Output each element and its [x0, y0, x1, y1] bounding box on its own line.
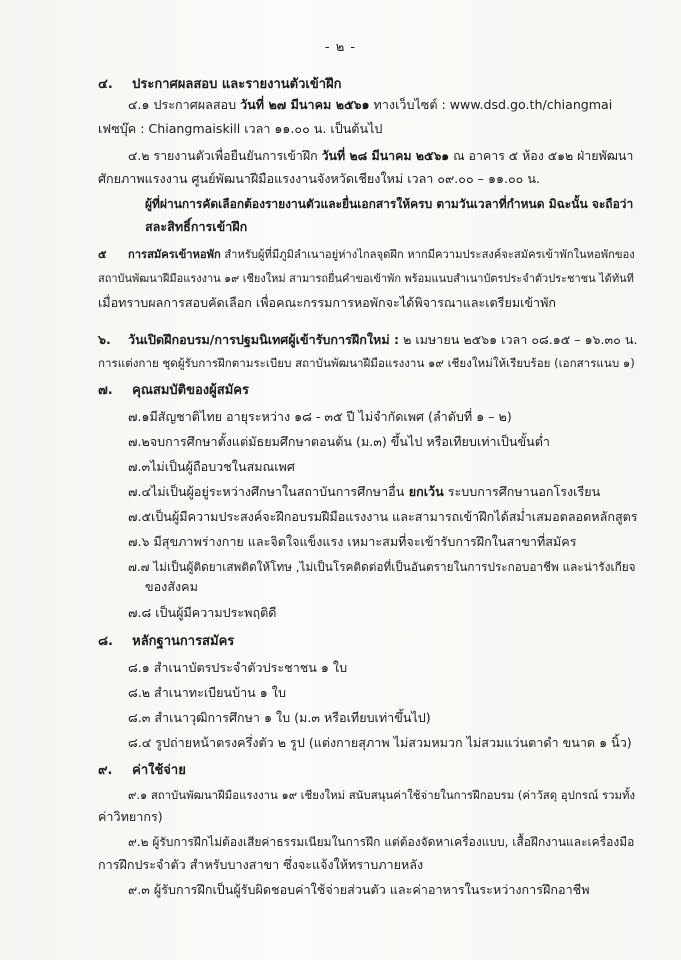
- section-7-item-8: ๗.๘ เป็นผู้มีความประพฤติดี: [128, 605, 277, 620]
- section-4-note-line2: สละสิทธิ์การเข้าฝึก: [145, 219, 248, 234]
- section-4-number: ๔.: [98, 77, 113, 92]
- section-6-line1: [98, 331, 637, 349]
- section-8-item-4: ๘.๔ รูปถ่ายหน้าตรงครึ่งตัว ๒ รูป (แต่งกายสุภาพ ไม่สวมหมวก ไม่สวมแว่นตาดำ ขนาด ๑ นิ้ว): [128, 735, 632, 750]
- section-6-line2: การแต่งกาย ชุดผู้รับการฝึกตามระเบียบ สถาบันพัฒนาฝีมือแรงงาน ๑๙ เชียงใหม่ให้เรียบร้อย (เอกสารแนบ ๑): [98, 356, 635, 370]
- section-4-heading: [98, 76, 342, 94]
- section-5-number: ๕: [98, 248, 107, 261]
- section-9-1-line1: ๙.๑ สถาบันพัฒนาฝีมือแรงงาน ๑๙ เชียงใหม่ สนับสนุนค่าใช้จ่ายในการฝึกอบรม (ค่าวัสดุ อุปกรณ์ รวมทั้ง: [128, 788, 636, 802]
- section-8-number: ๘.: [98, 634, 113, 649]
- section-7-title: คุณสมบัติของผู้สมัคร: [132, 383, 249, 398]
- section-7-item-5: ๗.๕เป็นผู้มีความประสงค์จะฝึกอบรมฝีมือแรงงาน และสามารถเข้าฝึกได้สม่ำเสมอตลอดหลักสูตร: [128, 509, 638, 524]
- section-8-title: หลักฐานการสมัคร: [132, 634, 235, 649]
- section-8-item-3: ๘.๓ สำเนาวุฒิการศึกษา ๑ ใบ (ม.๓ หรือเทียบเท่าขึ้นไป): [128, 710, 431, 725]
- section-5-title: การสมัครเข้าหอพัก: [128, 248, 221, 261]
- section-7-item-7: ๗.๗ ไม่เป็นผู้ติดยาเสพติดให้โทษ ,ไม่เป็นโรคติดต่อที่เป็นอันตรายในการประกอบอาชีพ และน่ารังเกียจ: [128, 560, 636, 574]
- section-4-1-line1: [128, 96, 612, 114]
- section-7-item-2: ๗.๒จบการศึกษาตั้งแต่มัธยมศึกษาตอนต้น (ม.๓) ขึ้นไป หรือเทียบเท่าเป็นขั้นต่ำ: [128, 434, 550, 449]
- section-9-2-line2: การฝึกประจำตัว สำหรับบางสาขา ซึ่งจะแจ้งให้ทราบภายหลัง: [98, 857, 424, 872]
- section-8-item-2: ๘.๒ สำเนาทะเบียนบ้าน ๑ ใบ: [128, 685, 286, 700]
- section-7-number: ๗.: [98, 383, 113, 398]
- section-9-1-line2: ค่าวิทยากร): [98, 809, 163, 824]
- section-7-heading: [98, 382, 249, 400]
- section-6-number: ๖.: [98, 332, 111, 347]
- section-8-heading: [98, 633, 234, 651]
- section-5-text1: สำหรับผู้ที่มีภูมิลำเนาอยู่ห่างไกลจุดฝึก หากมีความประสงค์จะสมัครเข้าพักในหอพักของ: [220, 248, 635, 261]
- s7-4-rest: ระบบการศึกษานอกโรงเรียน: [443, 484, 601, 499]
- section-9-3-line1: ๙.๓ ผู้รับการฝึกเป็นผู้รับผิดชอบค่าใช้จ่ายส่วนตัว และค่าอาหารในระหว่างการฝึกอาชีพ: [128, 882, 590, 897]
- s4-1-date: วันที่ ๒๗ มีนาคม ๒๕๖๑: [240, 97, 370, 112]
- section-4-1-line2: เฟซบุ๊ค : Chiangmaiskill เวลา ๑๑.๐๐ น. เป็นต้นไป: [98, 121, 383, 136]
- section-9-title: ค่าใช้จ่าย: [132, 763, 186, 778]
- section-7-item-6: ๗.๖ มีสุขภาพร่างกาย และจิตใจแข็งแรง เหมาะสมที่จะเข้ารับการฝึกในสาขาที่สมัคร: [128, 534, 577, 549]
- section-7-item-4: [128, 483, 600, 501]
- s4-2-text-a: ๔.๒ รายงานตัวเพื่อยืนยันการเข้าฝึก: [128, 148, 318, 163]
- section-4-2-line2: ศักยภาพแรงงาน ศูนย์พัฒนาฝีมือแรงงานจังหวัดเชียงใหม่ เวลา ๐๙.๐๐ – ๑๑.๐๐ น.: [98, 171, 540, 186]
- section-7-item-3: ๗.๓ไม่เป็นผู้ถือบวชในสมณเพศ: [128, 459, 295, 474]
- section-9-number: ๙.: [98, 763, 113, 778]
- section-4-2-line1: [128, 147, 633, 165]
- section-6-date: ๒ เมษายน ๒๕๖๑ เวลา ๐๘.๑๕ – ๑๖.๓๐ น.: [399, 332, 638, 347]
- s4-2-date: วันที่ ๒๘ มีนาคม ๒๕๖๑: [321, 148, 450, 163]
- section-9-heading: [98, 762, 186, 780]
- section-4-note-line1: ผู้ที่ผ่านการคัดเลือกต้องรายงานตัวและยื่นเอกสารให้ครบ ตามวันเวลาที่กำหนด มิฉะนั้น จะถือว่า: [145, 197, 634, 211]
- section-5-line1: [98, 246, 635, 264]
- section-5-line2: สถาบันพัฒนาฝีมือแรงงาน ๑๙ เชียงใหม่ สามารถยื่นคำขอเข้าพัก พร้อมแนบสำเนาบัตรประจำตัวประชาชน ได้ทันที: [98, 272, 634, 285]
- page-number: - ๒ -: [324, 40, 357, 55]
- section-7-item-1: ๗.๑มีสัญชาติไทย อายุระหว่าง ๑๘ - ๓๕ ปี ไม่จำกัดเพศ (ลำดับที่ ๑ – ๒): [128, 409, 512, 424]
- section-5-line3: เมื่อทราบผลการสอบคัดเลือก เพื่อคณะกรรมการหอพักจะได้พิจารณาและเตรียมเข้าพัก: [98, 295, 557, 310]
- section-6-title: วันเปิดฝึกอบรม/การปฐมนิเทศผู้เข้ารับการฝึกใหม่ :: [128, 332, 400, 347]
- section-9-2-line1: ๙.๒ ผู้รับการฝึกไม่ต้องเสียค่าธรรมเนียมในการฝึก แต่ต้องจัดหาเครื่องแบบ, เสื้อฝึกงานและเครื่องมือ: [128, 835, 635, 849]
- s7-4-text: ๗.๔ไม่เป็นผู้อยู่ระหว่างศึกษาในสถาบันการศึกษาอื่น: [128, 484, 405, 499]
- s4-2-text-c: ณ อาคาร ๕ ห้อง ๕๑๒ ฝ่ายพัฒนา: [449, 148, 634, 163]
- s7-4-except: ยกเว้น: [404, 484, 444, 499]
- section-7-item-7-cont: ของสังคม: [145, 579, 198, 594]
- section-4-title: ประกาศผลสอบ และรายงานตัวเข้าฝึก: [132, 77, 342, 92]
- section-8-item-1: ๘.๑ สำเนาบัตรประจำตัวประชาชน ๑ ใบ: [128, 660, 348, 675]
- s4-1-text-a: ๔.๑ ประกาศผลสอบ: [128, 97, 237, 112]
- s4-1-text-c: ทางเว็บไซต์ : www.dsd.go.th/chiangmai: [369, 97, 613, 112]
